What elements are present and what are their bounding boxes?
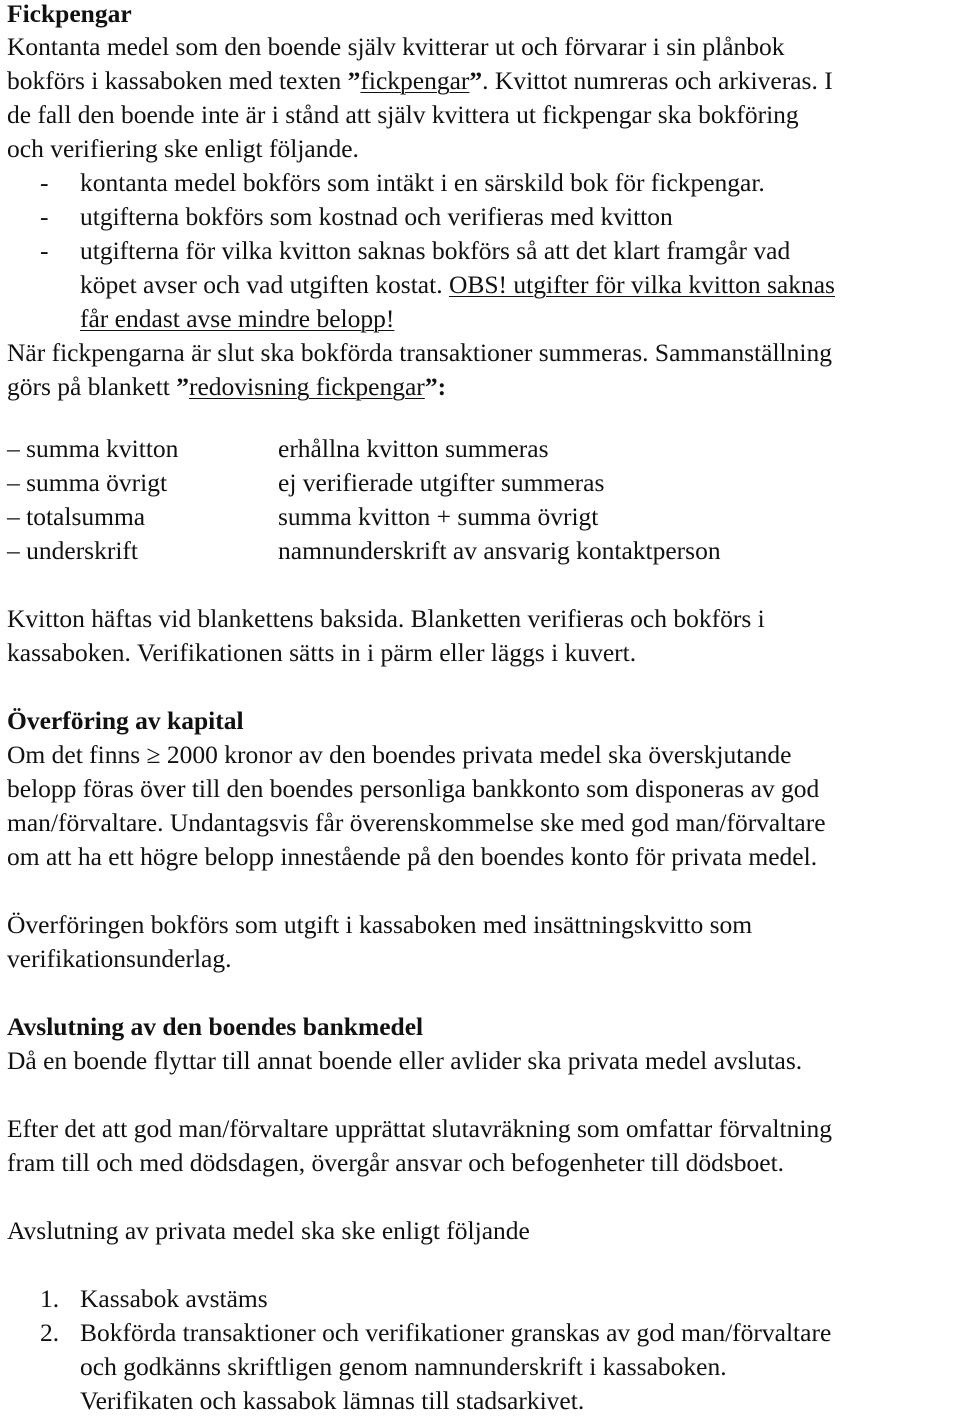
paragraph-line: man/förvaltare. Undantagsvis får överenskommelse ske med god man/förvaltare — [7, 808, 826, 837]
list-number: 2. — [40, 1318, 60, 1347]
text-span: bokförs i kassaboken med texten — [7, 66, 348, 95]
paragraph-line: kassaboken. Verifikationen sätts in i pärm eller läggs i kuvert. — [7, 638, 637, 667]
paragraph-line: och verifiering ske enligt följande. — [7, 134, 359, 163]
paragraph-line: Då en boende flyttar till annat boende eller avlider ska privata medel avslutas. — [7, 1046, 803, 1075]
bullet-text — [80, 268, 835, 302]
quote-mark: ” — [424, 372, 438, 401]
summary-label: – underskrift — [7, 536, 139, 565]
summary-desc: erhållna kvitton summeras — [278, 434, 549, 463]
paragraph-line: När fickpengarna är slut ska bokförda transaktioner summeras. Sammanställning — [7, 338, 832, 367]
text-span: : — [437, 372, 447, 401]
list-item: Kassabok avstäms — [80, 1284, 268, 1313]
blankett-name: redovisning fickpengar — [189, 372, 425, 401]
paragraph-line — [7, 64, 833, 98]
paragraph-line: Kvitton häftas vid blankettens baksida. Blanketten verifieras och bokförs i — [7, 604, 765, 633]
summary-label: – summa kvitton — [7, 434, 179, 463]
summary-desc: ej verifierade utgifter summeras — [278, 468, 605, 497]
paragraph-line: verifikationsunderlag. — [7, 944, 232, 973]
fickpengar-term: fickpengar — [360, 66, 470, 95]
summary-label: – summa övrigt — [7, 468, 168, 497]
paragraph-line: Efter det att god man/förvaltare upprättat slutavräkning som omfattar förvaltning — [7, 1114, 832, 1143]
paragraph-line: om att ha ett högre belopp innestående på den boendes konto för privata medel. — [7, 842, 818, 871]
paragraph-line: fram till och med dödsdagen, övergår ansvar och befogenheter till dödsboet. — [7, 1148, 785, 1177]
text-span: Om det finns — [7, 740, 147, 769]
obs-note: får endast avse mindre belopp! — [80, 304, 395, 333]
summary-label: – totalsumma — [7, 502, 146, 531]
summary-desc: namnunderskrift av ansvarig kontaktperson — [278, 536, 721, 565]
paragraph-line: belopp föras över till den boendes personliga bankkonto som disponeras av god — [7, 774, 820, 803]
list-item: och godkänns skriftligen genom namnunderskrift i kassaboken. — [80, 1352, 727, 1381]
greater-equal-symbol: ≥ — [146, 740, 161, 769]
quote-mark: ” — [347, 66, 361, 95]
paragraph-line: Avslutning av privata medel ska ske enligt följande — [7, 1216, 530, 1245]
quote-mark: ” — [469, 66, 483, 95]
obs-note: OBS! utgifter för vilka kvitton saknas — [448, 270, 835, 299]
bullet-dash: - — [40, 202, 49, 231]
bullet-text: utgifterna för vilka kvitton saknas bokförs så att det klart framgår vad — [80, 236, 791, 265]
bullet-dash: - — [40, 168, 49, 197]
list-item: Verifikaten och kassabok lämnas till stadsarkivet. — [80, 1386, 585, 1415]
summary-desc: summa kvitton + summa övrigt — [278, 502, 599, 531]
list-item: Bokförda transaktioner och verifikationer granskas av god man/förvaltare — [80, 1318, 832, 1347]
paragraph-line — [7, 370, 446, 404]
paragraph-line: Överföringen bokförs som utgift i kassaboken med insättningskvitto som — [7, 910, 753, 939]
list-number: 1. — [40, 1284, 60, 1313]
text-span: köpet avser och vad utgiften kostat. — [80, 270, 449, 299]
paragraph-line — [7, 738, 791, 772]
text-span: görs på blankett — [7, 372, 177, 401]
bullet-text: utgifterna bokförs som kostnad och verifieras med kvitton — [80, 202, 673, 231]
bullet-text: kontanta medel bokförs som intäkt i en särskild bok för fickpengar. — [80, 168, 765, 197]
paragraph-line: Kontanta medel som den boende själv kvitterar ut och förvarar i sin plånbok — [7, 32, 785, 61]
section-heading-overforing: Överföring av kapital — [7, 706, 244, 735]
quote-mark: ” — [176, 372, 189, 401]
text-span: 2000 kronor av den boendes privata medel ska överskjutande — [160, 740, 792, 769]
bullet-dash: - — [40, 236, 49, 265]
paragraph-line: de fall den boende inte är i stånd att själv kvittera ut fickpengar ska bokföring — [7, 100, 799, 129]
section-heading-fickpengar: Fickpengar — [7, 0, 132, 28]
text-span: . Kvittot numreras och arkiveras. I — [482, 66, 833, 95]
section-heading-avslutning: Avslutning av den boendes bankmedel — [7, 1012, 424, 1041]
